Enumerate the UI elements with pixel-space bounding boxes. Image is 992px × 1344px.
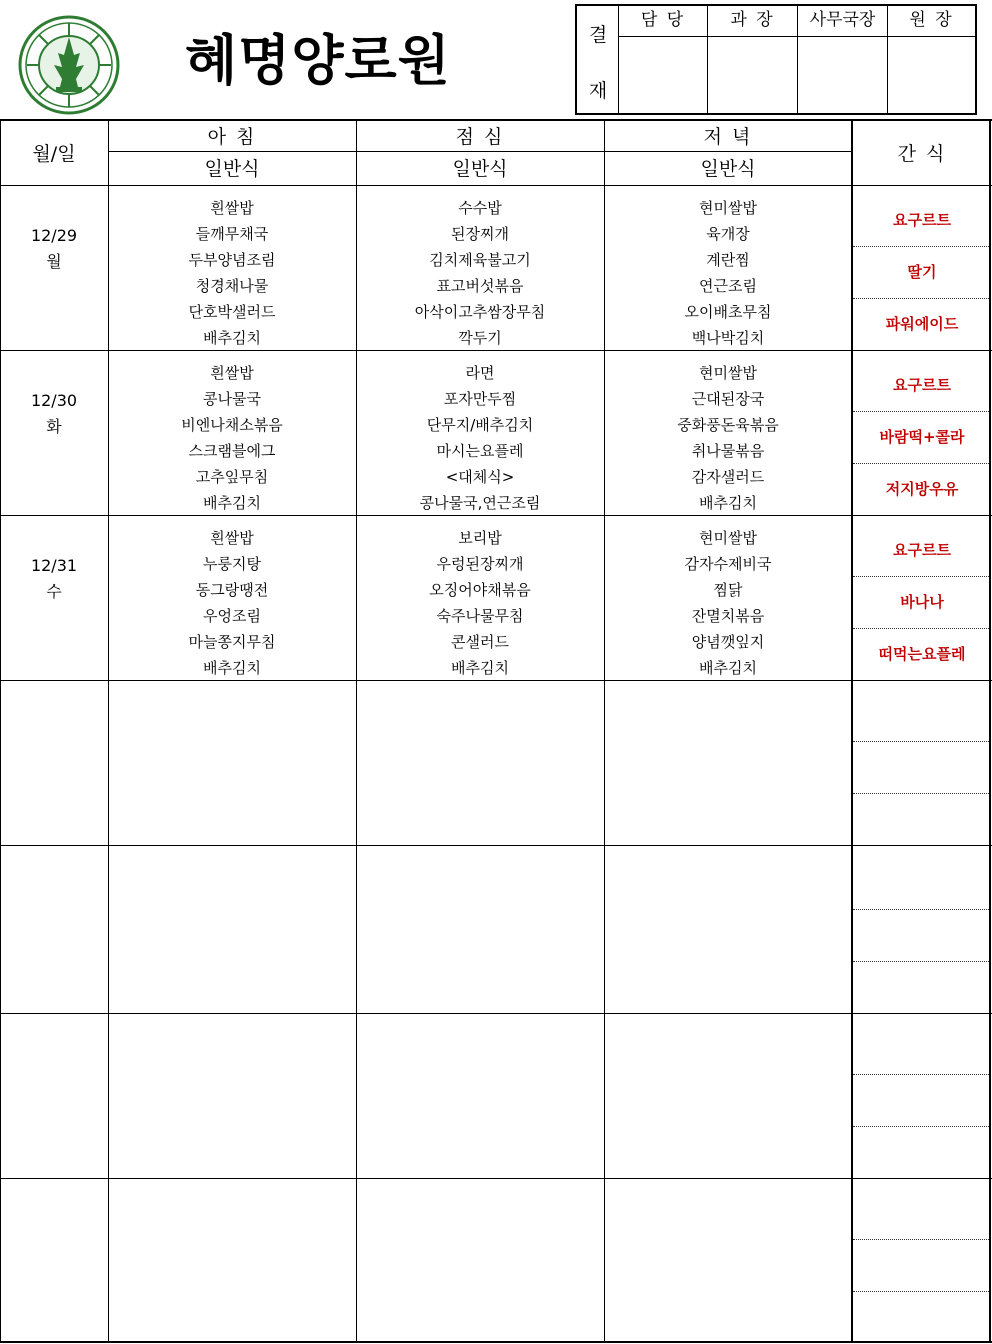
diet-type-lunch: 일반식 — [452, 158, 508, 180]
list-item: 깍두기 — [458, 329, 502, 347]
list-item: 스크램블에그 — [188, 442, 276, 460]
col-header-lunch: 점 심 — [455, 126, 505, 148]
list-item: 단무지/배추김치 — [426, 416, 534, 434]
table-top-border — [0, 119, 992, 121]
list-item: 된장찌개 — [451, 225, 509, 243]
table-bottom-border — [0, 1341, 992, 1343]
approval-cell-manager — [708, 6, 798, 113]
snack-separator — [853, 793, 989, 794]
list-item: 찜닭 — [713, 581, 743, 599]
snack-item: 요구르트 — [893, 211, 951, 229]
list-item: 표고버섯볶음 — [436, 277, 524, 295]
list-item: 양념깻잎지 — [691, 633, 765, 651]
snack-item: 바나나 — [900, 593, 944, 611]
row-weekday: 화 — [46, 417, 62, 436]
approval-role: 사무국장 — [798, 6, 887, 37]
header-divider — [108, 151, 852, 152]
list-item: 잔멸치볶음 — [691, 607, 765, 625]
breakfast-menu — [108, 360, 356, 516]
list-item: 백나박김치 — [691, 329, 765, 347]
approval-label-top: 결 — [588, 24, 608, 46]
list-item: 숙주나물무침 — [436, 607, 524, 625]
list-item: 배추김치 — [699, 659, 757, 677]
list-item: 현미쌀밥 — [699, 529, 757, 547]
col-header-date: 월/일 — [32, 143, 76, 165]
approval-box — [575, 4, 977, 115]
list-item: 취나물볶음 — [691, 442, 765, 460]
list-item: 흰쌀밥 — [210, 529, 254, 547]
list-item: <대체식> — [445, 468, 515, 486]
approval-role: 담 당 — [619, 6, 707, 37]
list-item: 마늘쫑지무침 — [188, 633, 276, 651]
list-item: 계란찜 — [706, 251, 750, 269]
list-item: 배추김치 — [451, 659, 509, 677]
snack-item: 떠먹는요플레 — [878, 645, 966, 663]
lunch-menu — [356, 360, 604, 516]
list-item: 감자수제비국 — [684, 555, 772, 573]
row-weekday: 월 — [46, 252, 62, 271]
list-item: 콘샐러드 — [451, 633, 509, 651]
list-item: 배추김치 — [203, 329, 261, 347]
list-item: 배추김치 — [203, 659, 261, 677]
diet-type-breakfast: 일반식 — [204, 158, 260, 180]
breakfast-menu — [108, 525, 356, 681]
snack-separator — [853, 1126, 989, 1127]
snack-item: 요구르트 — [893, 541, 951, 559]
list-item: 콩나물국,연근조림 — [419, 494, 541, 512]
list-item: 누룽지탕 — [203, 555, 261, 573]
snack-separator — [853, 909, 989, 910]
lunch-menu — [356, 195, 604, 351]
row-divider — [0, 1013, 992, 1014]
list-item: 오징어야채볶음 — [429, 581, 531, 599]
list-item: 동그랑땡전 — [195, 581, 269, 599]
lunch-menu — [356, 525, 604, 681]
list-item: 현미쌀밥 — [699, 364, 757, 382]
list-item: 수수밥 — [458, 199, 502, 217]
approval-label-bottom: 재 — [588, 80, 608, 102]
breakfast-menu — [108, 195, 356, 351]
approval-cell-secretary — [798, 6, 888, 113]
approval-label — [577, 6, 619, 113]
list-item: 두부양념조림 — [188, 251, 276, 269]
diet-type-dinner: 일반식 — [700, 158, 756, 180]
snack-item: 파워에이드 — [885, 315, 959, 333]
list-item: 마시는요플레 — [436, 442, 524, 460]
row-date: 12/31 — [30, 556, 78, 575]
list-item: 포자만두찜 — [443, 390, 517, 408]
list-item: 고추잎무침 — [195, 468, 269, 486]
snack-separator — [853, 741, 989, 742]
page-title: 혜명양로원 — [185, 29, 451, 92]
snack-item: 바람떡+콜라 — [879, 428, 965, 446]
dinner-menu — [604, 195, 852, 351]
list-item: 흰쌀밥 — [210, 364, 254, 382]
snack-separator — [853, 1074, 989, 1075]
table-left-border — [0, 119, 1, 1343]
approval-role: 과 장 — [708, 6, 797, 37]
row-weekday: 수 — [46, 582, 62, 601]
header-bottom-border — [0, 185, 992, 186]
list-item: 라면 — [465, 364, 495, 382]
list-item: 콩나물국 — [203, 390, 261, 408]
list-item: 비엔나채소볶음 — [181, 416, 283, 434]
approval-role: 원 장 — [888, 6, 975, 37]
list-item: 청경채나물 — [195, 277, 269, 295]
row-divider — [0, 1178, 992, 1179]
snack-item: 요구르트 — [893, 376, 951, 394]
dinner-menu — [604, 525, 852, 681]
list-item: 우엉조림 — [203, 607, 261, 625]
list-item: 감자샐러드 — [691, 468, 765, 486]
dinner-menu — [604, 360, 852, 516]
list-item: 근대된장국 — [691, 390, 765, 408]
list-item: 육개장 — [706, 225, 750, 243]
list-item: 우렁된장찌개 — [436, 555, 524, 573]
snack-separator — [853, 1239, 989, 1240]
list-item: 배추김치 — [699, 494, 757, 512]
snack-separator — [853, 1291, 989, 1292]
emblem-logo-icon — [18, 15, 120, 115]
list-item: 연근조림 — [699, 277, 757, 295]
col-header-dinner: 저 녁 — [703, 126, 753, 148]
row-date: 12/30 — [30, 391, 78, 410]
col-header-snack: 간 식 — [897, 143, 947, 165]
list-item: 흰쌀밥 — [210, 199, 254, 217]
list-item: 배추김치 — [203, 494, 261, 512]
list-item: 단호박샐러드 — [188, 303, 276, 321]
approval-cell-staff — [619, 6, 708, 113]
list-item: 중화풍돈육볶음 — [677, 416, 779, 434]
list-item: 현미쌀밥 — [699, 199, 757, 217]
list-item: 보리밥 — [458, 529, 502, 547]
snack-item: 딸기 — [907, 263, 937, 281]
list-item: 아삭이고추쌈장무침 — [414, 303, 546, 321]
approval-cell-director — [888, 6, 975, 113]
snack-item: 저지방우유 — [885, 480, 959, 498]
list-item: 오이배초무침 — [684, 303, 772, 321]
row-date: 12/29 — [30, 226, 78, 245]
col-header-breakfast: 아 침 — [207, 126, 257, 148]
list-item: 김치제육불고기 — [429, 251, 531, 269]
snack-separator — [853, 961, 989, 962]
list-item: 들깨무채국 — [195, 225, 269, 243]
row-divider — [0, 845, 992, 846]
